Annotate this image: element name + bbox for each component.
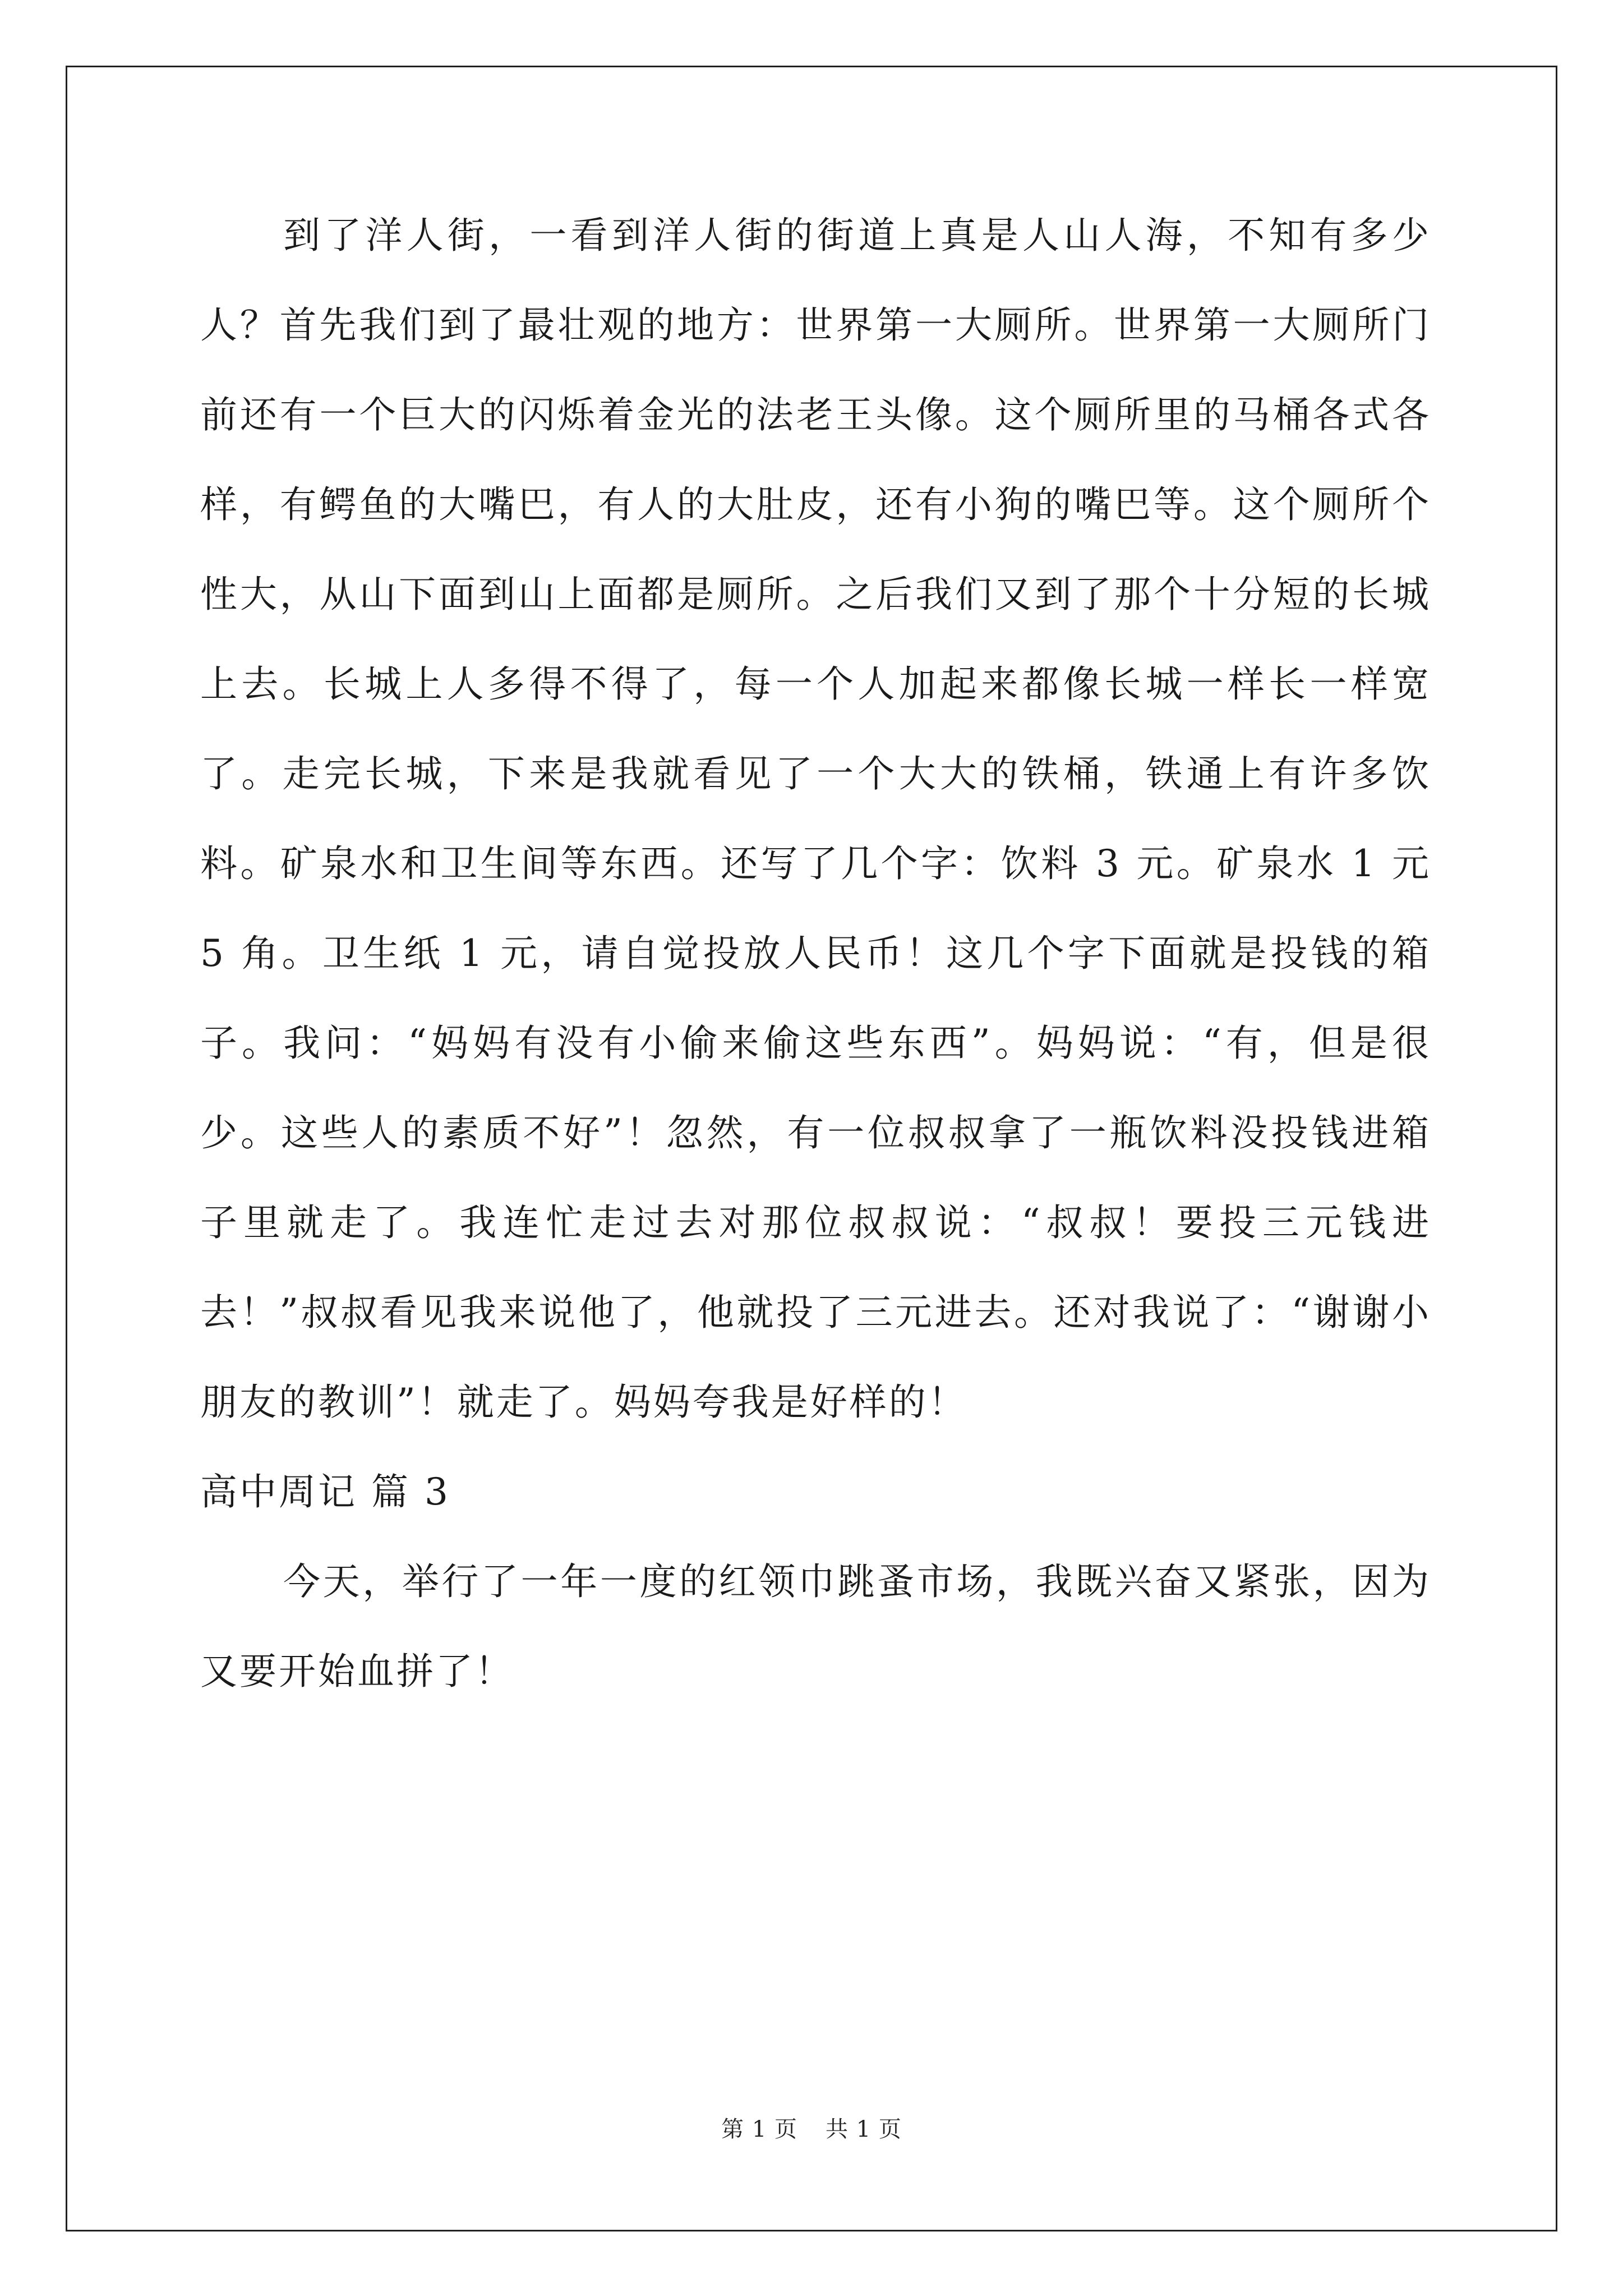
page-footer	[0, 2113, 1623, 2146]
document-body	[200, 213, 1431, 1717]
page-number: 第 1 页	[721, 2116, 797, 2142]
section-heading: 高中周记 篇 3	[200, 1470, 450, 1513]
body-paragraph: 到了洋人街，一看到洋人街的街道上真是人山人海，不知有多少人？首先我们到了最壮观的地方：世界第一大厕所。世界第一大厕所门前还有一个巨大的闪烁着金光的法老王头像。这个厕所里的马桶各式各样，有鳄鱼的大嘴巴，有人的大肚皮，还有小狗的嘴巴等。这个厕所个性大，从山下面到山上面都是厕所。之后我们又到了那个十分短的长城上去。长城上人多得不得了，每一个人加起来都像长城一样长一样宽了。走完长城，下来是我就看见了一个大大的铁桶，铁通上有许多饮料。矿泉水和卫生间等东西。还写了几个字：饮料 3 元。矿泉水 1 元 5 角。卫生纸 1 元，请自觉投放人民币！这几个字下面就是投钱的箱子。我问：“妈妈有没有小偷来偷这些东西”。妈妈说：“有，但是很少。这些人的素质不好”！忽然，有一位叔叔拿了一瓶饮料没投钱进箱子里就走了。我连忙走过去对那位叔叔说：“叔叔！要投三元钱进去！”叔叔看见我来说他了，他就投了三元进去。还对我说了：“谢谢小朋友的教训”！就走了。妈妈夸我是好样的！	[200, 214, 1431, 1424]
body-paragraph: 今天，举行了一年一度的红领巾跳蚤市场，我既兴奋又紧张，因为又要开始血拼了！	[200, 1560, 1431, 1693]
page-total: 共 1 页	[826, 2116, 902, 2142]
